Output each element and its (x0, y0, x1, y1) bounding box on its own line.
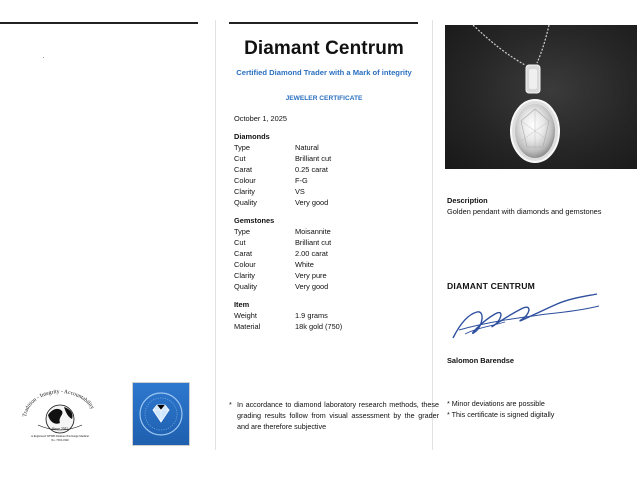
spec-value: Natural (295, 143, 319, 152)
spec-value: 1.9 grams (295, 311, 328, 320)
spec-value: VS (295, 187, 305, 196)
spec-key: Quality (234, 198, 258, 207)
spec-value: 0.25 carat (295, 165, 328, 174)
spec-row (234, 187, 414, 198)
seal-inner-text: Since 2011 (52, 427, 68, 431)
column-separator-left (215, 20, 216, 450)
handwritten-signature (447, 292, 607, 353)
spec-key: Colour (234, 260, 256, 269)
spec-value: 18k gold (750) (295, 322, 343, 331)
certificate-label: JEWELER CERTIFICATE (285, 95, 363, 102)
spec-value: 2.00 carat (295, 249, 328, 258)
spec-row (234, 198, 414, 209)
spec-row (234, 260, 414, 271)
spec-row (234, 238, 414, 249)
spec-key: Material (234, 322, 261, 331)
spec-row (234, 282, 414, 293)
spec-row (234, 165, 414, 176)
description-heading: Description (447, 196, 488, 205)
globe-seal-icon (14, 385, 106, 448)
spec-row (234, 311, 414, 322)
spec-row (234, 227, 414, 238)
top-rule-center (229, 22, 418, 24)
spec-key: Colour (234, 176, 256, 185)
spec-key: Type (234, 227, 251, 236)
brand-title: Diamant Centrum (244, 38, 404, 59)
diamond-badge-icon (132, 382, 190, 446)
spec-key: Quality (234, 282, 258, 291)
spec-row (234, 249, 414, 260)
certificate-notes (447, 399, 554, 421)
description-text: Golden pendant with diamonds and gemstones (447, 207, 602, 216)
certificate-date: October 1, 2025 (234, 114, 288, 123)
spec-value: F-G (295, 176, 308, 185)
spec-row (234, 154, 414, 165)
signer-name: Salomon Barendse (447, 356, 514, 365)
spec-value: Moisannite (295, 227, 331, 236)
spec-value: Brilliant cut (295, 238, 332, 247)
seal-arc-text: Tradition - Integrity - Accountability (22, 388, 96, 418)
spec-value: Very good (295, 198, 329, 207)
section-heading-gemstones: Gemstones (234, 216, 275, 225)
column-separator-right (432, 20, 433, 450)
spec-key: Carat (234, 165, 253, 174)
disclaimer-bullet: * (229, 400, 232, 409)
brand-tagline: Certified Diamond Trader with a Mark of integrity (236, 68, 412, 77)
section-heading-diamonds: Diamonds (234, 132, 270, 141)
spec-key: Cut (234, 238, 246, 247)
spec-value: Very pure (295, 271, 327, 280)
seal-footer-line-1: A Registered WFDB Diamond Exchange Member (30, 434, 90, 438)
note-item: * Minor deviations are possible (447, 399, 545, 408)
spec-row (234, 143, 414, 154)
spec-row (234, 176, 414, 187)
top-rule-left (0, 22, 198, 24)
spec-row (234, 271, 414, 282)
section-heading-item: Item (234, 300, 250, 309)
spec-key: Clarity (234, 271, 255, 280)
spec-value: White (295, 260, 314, 269)
pendant-photo (445, 25, 637, 169)
pendant-illustration (445, 25, 637, 169)
spec-key: Carat (234, 249, 253, 258)
spec-key: Clarity (234, 187, 255, 196)
spec-value: Very good (295, 282, 329, 291)
spec-value: Brilliant cut (295, 154, 332, 163)
grading-disclaimer (229, 399, 439, 433)
note-item: * This certificate is signed digitally (447, 409, 555, 419)
spec-key: Cut (234, 154, 246, 163)
seal-footer-line-2: No. 7363-0340 (51, 438, 69, 442)
spec-row (234, 322, 414, 333)
spec-key: Type (234, 143, 251, 152)
disclaimer-text: In accordance to diamond laboratory research methods, these grading results follow from visual assessment by the grader and are therefore subjective (237, 400, 439, 432)
spec-key: Weight (234, 311, 257, 320)
stray-mark (43, 57, 44, 58)
signature-heading: DIAMANT CENTRUM (447, 281, 535, 291)
